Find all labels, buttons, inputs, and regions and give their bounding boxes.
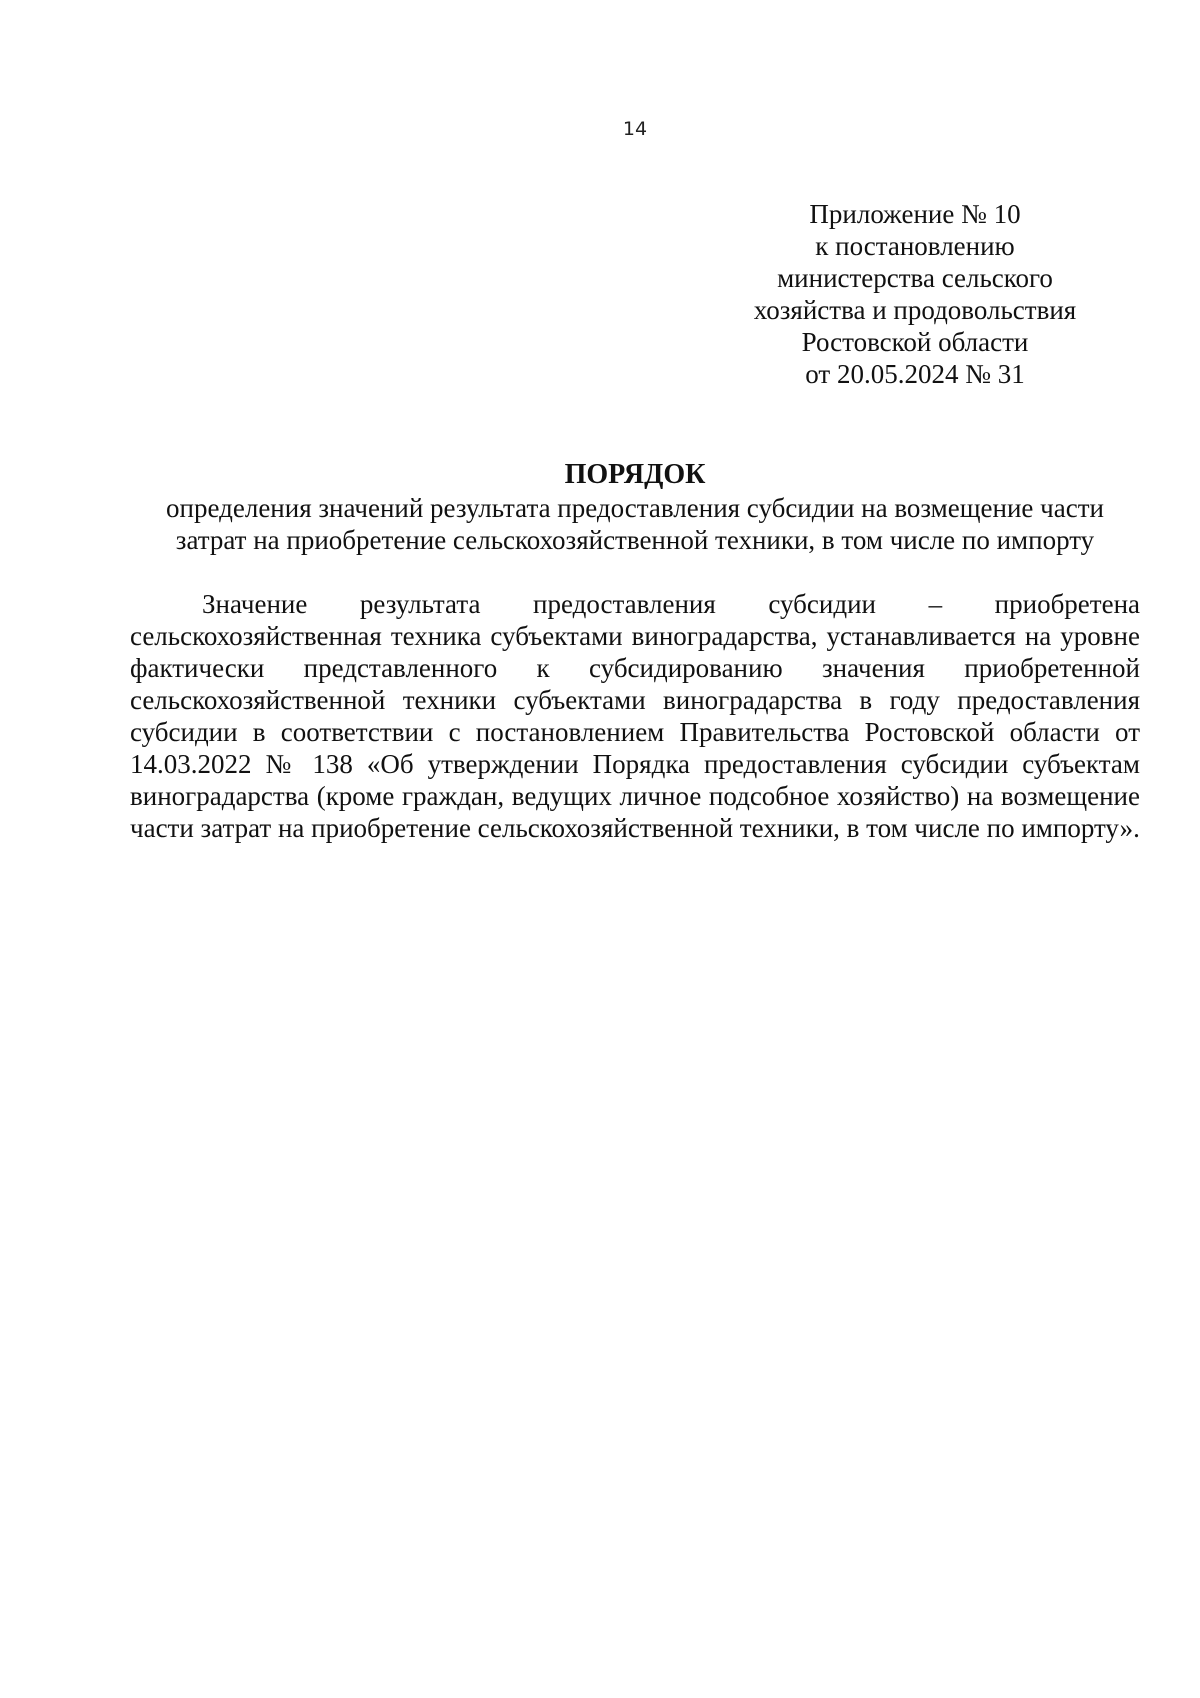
page-number: 14 [622, 118, 648, 140]
document-heading [130, 458, 1140, 556]
subtitle-line: затрат на приобретение сельскохозяйственной техники, в том числе по импорту [175, 525, 1095, 555]
appendix-line: министерства сельского [777, 263, 1053, 293]
appendix-line: от 20.05.2024 № 31 [805, 359, 1025, 389]
document-subtitle [130, 492, 1140, 556]
appendix-reference [700, 198, 1130, 390]
appendix-line: к постановлению [815, 231, 1015, 261]
document-title: ПОРЯДОК [564, 459, 706, 490]
appendix-line: Приложение № 10 [809, 199, 1021, 229]
body-paragraph: Значение результата предоставления субсидии – приобретена сельскохозяйственная техника субъектами виноградарства, устанавливается на уровне фактически представленного к субсидированию значения приобретенной сельскохозяйственной техники субъектами виноградарства в году предоставления субсидии в соответствии с постановлением Правительства Ростовской области от 14.03.2022 № 138 «Об утверждении Порядка предоставления субсидии субъектам виноградарства (кроме граждан, ведущих личное подсобное хозяйство) на возмещение части затрат на приобретение сельскохозяйственной техники, в том числе по импорту». [130, 589, 1140, 843]
subtitle-line: определения значений результата предоставления субсидии на возмещение части [166, 493, 1104, 523]
appendix-line: Ростовской области [801, 327, 1029, 357]
appendix-line: хозяйства и продовольствия [753, 295, 1077, 325]
